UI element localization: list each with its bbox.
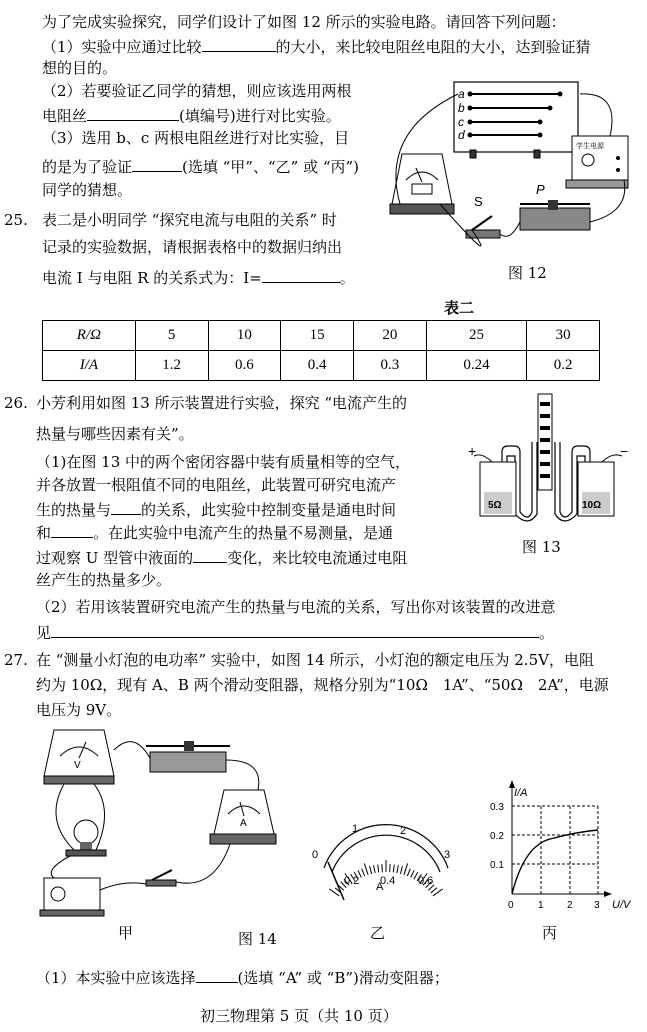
label-b: b <box>458 101 465 115</box>
power-supply-icon <box>40 878 104 916</box>
sub-caption-bing: 丙 <box>542 924 558 942</box>
figure-14-meter-dial <box>308 822 468 912</box>
ammeter-icon <box>390 154 454 214</box>
q24-part3: （3）选用 b、c 两根电阻丝进行对比实验，目 <box>42 129 350 147</box>
dial-bottom-04: 0.4 <box>380 875 396 887</box>
dial-tick <box>407 869 410 876</box>
iu-curve <box>512 830 598 894</box>
table-2-title: 表二 <box>444 299 475 317</box>
table-cell-r: 15 <box>281 321 354 351</box>
table-cell-r: 20 <box>354 321 427 351</box>
q25-number: 25. <box>4 211 28 229</box>
figure-13-caption: 图 13 <box>522 538 561 556</box>
table-cell-r: 25 <box>426 321 526 351</box>
q24-part1-cont: 想的目的。 <box>42 59 118 77</box>
ytick-02: 0.2 <box>490 831 504 842</box>
dial-tick <box>378 865 379 873</box>
ammeter-symbol: A <box>240 818 247 829</box>
figure-12-caption: 图 12 <box>508 264 547 282</box>
sub-caption-yi: 乙 <box>370 924 386 942</box>
graph-xlabel: U/V <box>612 899 631 911</box>
answer-blank[interactable] <box>111 498 141 515</box>
switch-icon <box>146 870 176 886</box>
table-cell-i: 0.6 <box>208 351 281 381</box>
dial-tick <box>370 866 372 874</box>
dial-unit: A <box>376 881 384 893</box>
table-cell-r: 30 <box>527 321 600 351</box>
q26-line6-b: 。在此实验中电流产生的热量不易测量，是通 <box>93 524 394 542</box>
resistor-label-10: 10Ω <box>582 500 602 511</box>
answer-blank[interactable] <box>193 546 227 563</box>
dial-tick <box>400 866 402 874</box>
q26-line10-b: 。 <box>539 624 555 642</box>
q24-part2: （2）若要验证乙同学的猜想，则应该选用两根 <box>42 82 352 100</box>
resistor-label-5: 5Ω <box>488 500 502 511</box>
q27-line1: 在 “测量小灯泡的电功率” 实验中，如图 14 所示，小灯泡的额定电压为 2.5V，电阻 <box>36 651 594 669</box>
label-s: S <box>474 194 483 209</box>
switch-icon <box>466 216 500 238</box>
q26-line10-a: 见 <box>36 624 52 642</box>
q26-line6-a: 和 <box>36 524 52 542</box>
sub-caption-jia: 甲 <box>118 924 134 942</box>
container-right <box>578 462 614 516</box>
dial-tick <box>382 864 383 872</box>
table-cell-r: 5 <box>135 321 208 351</box>
q26-line10 <box>36 621 554 643</box>
answer-blank[interactable] <box>132 155 182 172</box>
figure-14-caption: 图 14 <box>238 930 277 948</box>
figure-13 <box>462 392 642 532</box>
graph-ylabel: I/A <box>514 787 528 799</box>
q26-line7-a: 过观察 U 型管中液面的 <box>36 549 194 567</box>
answer-blank[interactable] <box>196 966 238 983</box>
dial-bottom-06: 0.6 <box>418 875 434 887</box>
dial-bottom-02: 0.2 <box>344 875 360 887</box>
label-c: c <box>458 115 464 129</box>
ytick-01: 0.1 <box>490 860 504 871</box>
dial-tick <box>397 865 398 873</box>
table-2 <box>42 320 600 381</box>
table-cell-i: 0.4 <box>281 351 354 381</box>
minus-terminal: − <box>620 443 629 459</box>
q26-line5-b: 的关系，此实验中控制变量是通电时间 <box>141 501 397 519</box>
q25-line1: 表二是小明同学 “探究电流与电阻的关系” 时 <box>42 211 337 229</box>
q24-part3-cont <box>42 155 359 177</box>
table-cell-i: 0.24 <box>426 351 526 381</box>
label-p: P <box>536 182 545 197</box>
answer-blank[interactable] <box>87 104 179 121</box>
power-supply-icon <box>566 136 628 188</box>
container-left <box>480 462 516 516</box>
rheostat-icon <box>146 741 230 772</box>
xtick-1: 1 <box>538 900 544 911</box>
dial-tick <box>393 865 394 873</box>
q26-line2: 热量与哪些因素有关”。 <box>36 425 194 443</box>
q24-part1-b: 的大小，来比较电阻丝电阻的大小，达到验证猜 <box>275 38 591 56</box>
q27-line2: 约为 10Ω，现有 A、B 两个滑动变阻器，规格分别为“10Ω 1A”、“50Ω 2A”，电源 <box>36 676 609 694</box>
q24-part1 <box>42 35 591 57</box>
dial-tick <box>431 888 437 893</box>
table-cell-r: 10 <box>208 321 281 351</box>
q25-line3-b: 。 <box>339 269 355 287</box>
table-cell-i: 0.3 <box>354 351 427 381</box>
page-footer: 初三物理第 5 页（共 10 页） <box>200 1007 398 1025</box>
q26-line9: （2）若用该装置研究电流产生的热量与电流的关系，写出你对该装置的改进意 <box>36 598 556 616</box>
q25-line2: 记录的实验数据，请根据表格中的数据归纳出 <box>42 238 343 256</box>
ammeter-icon <box>210 790 276 844</box>
label-a: a <box>458 87 465 101</box>
q24-part2-c: (填编号)进行对比实验。 <box>179 107 341 125</box>
xtick-3: 3 <box>594 900 600 911</box>
supply-label: 学生电源 <box>576 143 604 150</box>
q24-intro: 为了完成实验探究，同学们设计了如图 12 所示的实验电路。请回答下列问题： <box>42 13 566 31</box>
dial-tick <box>411 870 414 877</box>
table-row <box>43 321 600 351</box>
table-cell-i: 0.2 <box>527 351 600 381</box>
ytick-03: 0.3 <box>490 802 504 813</box>
rheostat-icon <box>520 200 590 230</box>
q27-number: 27. <box>4 651 28 669</box>
bulb-icon <box>66 820 106 856</box>
q24-part2-cont <box>42 104 341 126</box>
grid <box>512 806 598 894</box>
q25-line3 <box>42 266 355 288</box>
dial-tick <box>374 865 375 873</box>
label-d: d <box>458 128 465 142</box>
q26-line3: （1)在图 13 中的两个密闭容器中装有质量相等的空气， <box>36 453 411 471</box>
dial-tick <box>362 869 365 876</box>
plus-terminal: + <box>468 443 477 459</box>
table-row <box>43 351 600 381</box>
q27-sub1 <box>36 966 449 988</box>
answer-blank[interactable] <box>51 621 539 638</box>
table-cell-i: 1.2 <box>135 351 208 381</box>
dial-top-1: 1 <box>352 823 359 835</box>
dial-pointer <box>328 862 344 900</box>
answer-blank[interactable] <box>262 266 340 283</box>
q26-line6 <box>36 521 393 543</box>
q27-line3: 电压为 9V。 <box>36 701 122 719</box>
q27-sub1-a: （1）本实验中应该选择 <box>36 969 196 987</box>
dial-top-3: 3 <box>444 849 451 861</box>
answer-blank[interactable] <box>202 35 276 52</box>
q24-part3-end: 同学的猜想。 <box>42 181 133 199</box>
dial-tick <box>390 864 391 872</box>
answer-blank[interactable] <box>51 521 93 538</box>
q26-line1: 小芳利用如图 13 所示装置进行实验，探究 “电流产生的 <box>36 394 408 412</box>
q26-line8: 丝产生的热量多少。 <box>36 571 172 589</box>
table-header-i: I/A <box>43 351 136 381</box>
q26-number: 26. <box>4 394 28 412</box>
figure-14-iu-graph <box>480 776 640 916</box>
dial-tick <box>364 863 368 874</box>
figure-14-circuit <box>34 730 314 920</box>
xtick-2: 2 <box>567 900 573 911</box>
q26-line7 <box>36 546 407 568</box>
q24-part1-a: （1）实验中应通过比较 <box>42 38 202 56</box>
q27-sub1-b: (选填 “A” 或 “B”)滑动变阻器； <box>237 969 449 987</box>
q26-line4: 并各放置一根阻值不同的电阻丝，此装置可研究电流产 <box>36 476 397 494</box>
q24-part2-b: 电阻丝 <box>42 107 88 125</box>
q26-line7-b: 变化，来比较电流通过电阻 <box>227 549 408 567</box>
q26-line5 <box>36 498 396 520</box>
q26-line5-a: 生的热量与 <box>36 501 112 519</box>
voltmeter-icon <box>44 730 114 784</box>
q25-line3-a: 电流 I 与电阻 R 的关系式为：I= <box>42 269 262 287</box>
q24-part3-b: 的是为了验证 <box>42 158 133 176</box>
xtick-0: 0 <box>508 900 514 911</box>
voltmeter-symbol: V <box>74 760 81 771</box>
dial-tick <box>404 863 408 874</box>
dial-top-2: 2 <box>400 825 407 837</box>
table-header-r: R/Ω <box>43 321 136 351</box>
resistance-wires <box>470 94 560 135</box>
q24-part3-c: (选填 “甲”、“乙” 或 “丙”) <box>182 158 360 176</box>
dial-top-0: 0 <box>312 849 319 861</box>
